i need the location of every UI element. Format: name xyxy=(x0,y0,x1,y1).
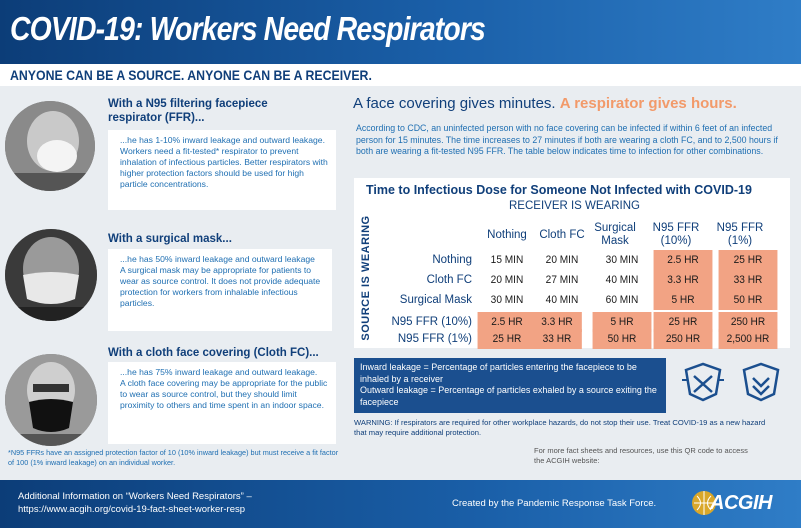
n95-worker-photo xyxy=(5,101,95,191)
cloth-section-title: With a cloth face covering (Cloth FC)... xyxy=(108,347,319,359)
cloth-section-body xyxy=(108,362,336,444)
respirator-inward-icon xyxy=(680,358,726,404)
table-cell: 2.5 HR xyxy=(654,250,713,270)
cloth-section-text: ...he has 75% inward leakage and outward leakage. A cloth face covering may be appropriate for the public to wear as source control, but they should limit proximity to others and time spent in an indoor space. xyxy=(120,367,328,410)
row-header-surgical: Surgical Mask xyxy=(399,294,472,306)
table-cell: 60 MIN xyxy=(605,294,639,306)
acgih-logo-text: ACGIH xyxy=(710,492,772,514)
table-cell: 5 HR xyxy=(593,312,652,332)
cloth-mask-photo xyxy=(5,354,97,446)
table-cell: 25 HR xyxy=(654,312,713,332)
outward-leakage-definition: Outward leakage = Percentage of particles exhaled by a source exiting the facepiece xyxy=(360,385,657,407)
table-cell: 33 HR xyxy=(532,329,582,349)
table-cell: 3.3 HR xyxy=(654,270,713,290)
table-cell: 27 MIN xyxy=(545,274,579,286)
col-header-nothing: Nothing xyxy=(487,228,527,241)
intro-paragraph: According to CDC, an uninfected person with no face covering can be infected if within 6 feet of an infected person for 15 minutes. The time increases to 27 minutes if both are wearing a cloth FC, and to 2,500 hours if both are wearing a fit-tested N95 FFR. The table below indicates time to infection for other combinations. xyxy=(356,123,778,156)
surgical-mask-photo xyxy=(5,229,97,321)
warning-text: WARNING: If respirators are required for other workplace hazards, do not stop their use. Treat COVID-19 as a new hazard that may require additional protection. xyxy=(354,418,766,437)
row-header-nothing: Nothing xyxy=(432,254,472,266)
col-header-n95-10: N95 FFR (10%) xyxy=(652,222,700,247)
headline xyxy=(353,95,737,112)
table-cell: 20 MIN xyxy=(545,254,579,266)
receiver-label: RECEIVER IS WEARING xyxy=(509,200,640,212)
table-cell: 30 MIN xyxy=(490,294,524,306)
inward-leakage-definition: Inward leakage = Percentage of particles entering the facepiece to be inhaled by a receiver xyxy=(360,362,637,384)
table-cell: 20 MIN xyxy=(490,274,524,286)
infection-time-table xyxy=(354,178,790,348)
table-cell: 50 HR xyxy=(593,329,652,349)
table-cell: 2.5 HR xyxy=(478,312,537,332)
table-cell: 2,500 HR xyxy=(719,329,778,349)
table-cell: 250 HR xyxy=(654,329,713,349)
page-title: COVID-19: Workers Need Respirators xyxy=(10,10,485,47)
headline-minutes: A face covering gives minutes. xyxy=(353,95,556,112)
leakage-legend xyxy=(354,358,666,413)
table-cell: 40 MIN xyxy=(545,294,579,306)
additional-info-url[interactable]: https://www.acgih.org/covid-19-fact-sheet-worker-resp xyxy=(18,504,246,515)
acgih-logo xyxy=(690,488,794,518)
headline-hours: A respirator gives hours. xyxy=(559,95,737,112)
surgical-section-text: ...he has 50% inward leakage and outward leakage A surgical mask may be appropriate for patients to wear as source control. It does not provide adequate protection for workers from inhalable infectious particles. xyxy=(120,254,321,308)
source-label: SOURCE IS WEARING xyxy=(360,215,372,341)
row-header-cloth: Cloth FC xyxy=(426,274,472,286)
row-header-n95-10: N95 FFR (10%) xyxy=(391,316,472,328)
table-cell: 3.3 HR xyxy=(532,312,582,332)
subheader-bar xyxy=(0,64,801,86)
col-header-surgical: Surgical Mask xyxy=(594,222,636,247)
source-label-box xyxy=(356,213,376,343)
qr-instructions: For more fact sheets and resources, use this QR code to access the ACGIH website: xyxy=(534,446,748,465)
respirator-outward-icon xyxy=(738,358,784,404)
footer-banner xyxy=(0,480,801,528)
n95-section-title: With a N95 filtering facepiece respirator (FFR)... xyxy=(108,98,268,124)
table-cell: 5 HR xyxy=(654,290,713,310)
additional-info xyxy=(18,490,252,516)
table-cell: 40 MIN xyxy=(605,274,639,286)
surgical-section-title: With a surgical mask... xyxy=(108,233,232,245)
table-title: Time to Infectious Dose for Someone Not Infected with COVID-19 xyxy=(366,183,752,197)
table-cell: 33 HR xyxy=(719,270,778,290)
surgical-section-body xyxy=(108,249,332,331)
table-cell: 25 HR xyxy=(719,250,778,270)
header-banner xyxy=(0,0,801,64)
additional-info-title: Additional Information on “Workers Need Respirators” – xyxy=(18,491,252,502)
col-header-n95-1: N95 FFR (1%) xyxy=(716,222,764,247)
table-cell: 25 HR xyxy=(478,329,537,349)
table-cell: 15 MIN xyxy=(490,254,524,266)
n95-section-body xyxy=(108,130,336,210)
row-header-n95-1: N95 FFR (1%) xyxy=(397,333,472,345)
table-cell: 30 MIN xyxy=(605,254,639,266)
subheader-tagline: ANYONE CAN BE A SOURCE. ANYONE CAN BE A RECEIVER. xyxy=(10,67,372,83)
n95-section-text: ...he has 1-10% inward leakage and outward leakage. Workers need a fit-tested* respirator to prevent inhalation of infectious particles. Better respirators with higher protection factors should be used for high particle concentrations. xyxy=(120,135,328,189)
col-header-cloth: Cloth FC xyxy=(539,228,585,241)
table-cell: 250 HR xyxy=(719,312,778,332)
footnote: *N95 FFRs have an assigned protection factor of 10 (10% inward leakage) but must receive a fit factor of 100 (1% inward leakage) on an individual worker. xyxy=(8,448,339,467)
table-cell: 50 HR xyxy=(719,290,778,310)
credit-text: Created by the Pandemic Response Task Force. xyxy=(452,498,657,509)
